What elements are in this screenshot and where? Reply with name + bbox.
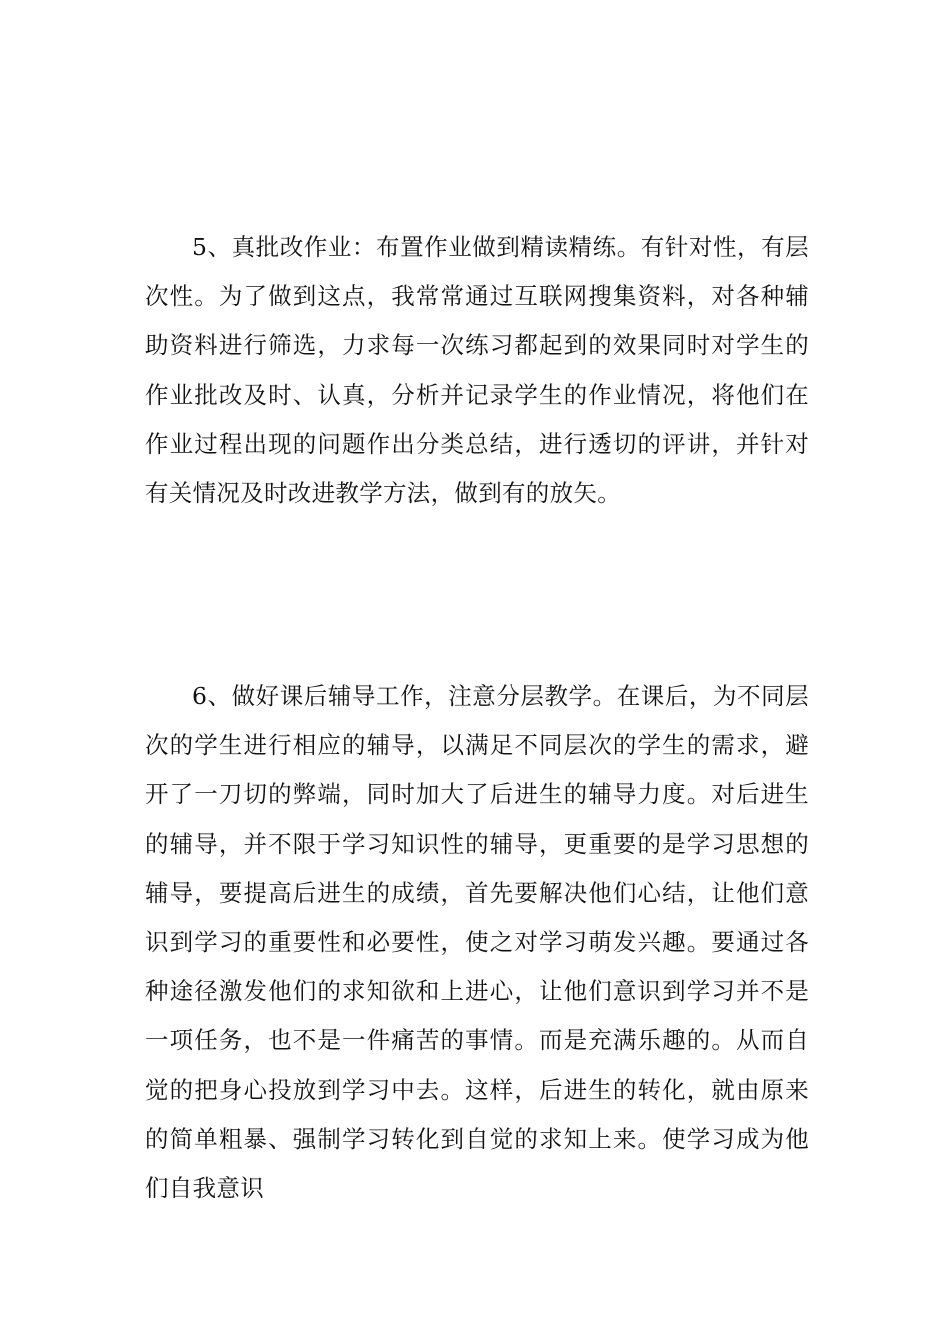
paragraph-homework-grading: 5、真批改作业：布置作业做到精读精练。有针对性，有层次性。为了做到这点，我常常通过互联网搜集资料，对各种辅助资料进行筛选，力求每一次练习都起到的效果同时对学生的作业批改及时、认真，分析并记录学生的作业情况，将他们在作业过程出现的问题作出分类总结，进行透切的评讲，并针对有关情况及时改进教学方法，做到有的放矢。	[145, 233, 809, 508]
paragraph-after-class-tutoring: 6、做好课后辅导工作，注意分层教学。在课后，为不同层次的学生进行相应的辅导，以满足不同层次的学生的需求，避开了一刀切的弊端，同时加大了后进生的辅导力度。对后进生的辅导，并不限于学习知识性的辅导，更重要的是学习思想的辅导，要提高后进生的成绩，首先要解决他们心结，让他们意识到学习的重要性和必要性，使之对学习萌发兴趣。要通过各种途径激发他们的求知欲和上进心，让他们意识到学习并不是一项任务，也不是一件痛苦的事情。而是充满乐趣的。从而自觉的把身心投放到学习中去。这样，后进生的转化，就由原来的简单粗暴、强制学习转化到自觉的求知上来。使学习成为他们自我意识	[145, 682, 809, 1203]
